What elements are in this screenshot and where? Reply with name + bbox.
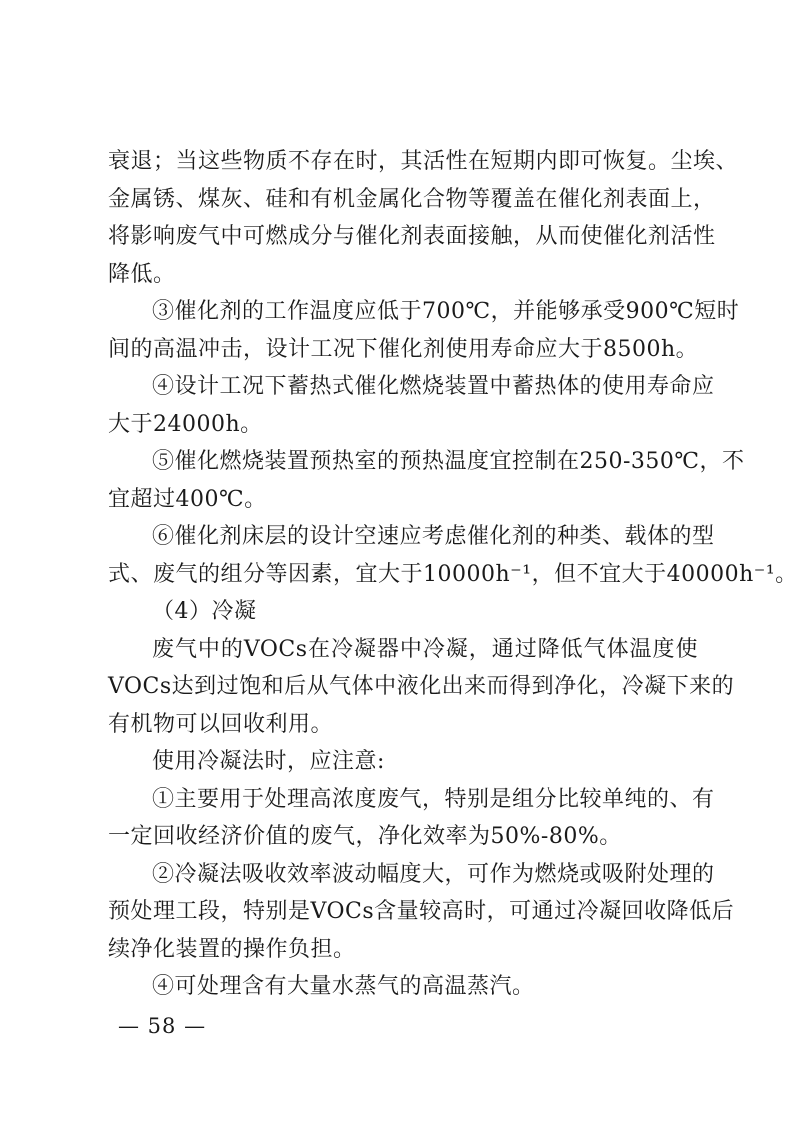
text-line: ④可处理含有大量水蒸气的高温蒸汽。 xyxy=(152,974,535,999)
text-line: 间的高温冲击，设计工况下催化剂使用寿命应大于8500h。 xyxy=(108,336,699,362)
body-text xyxy=(108,143,798,1006)
text-line: 有机物可以回收利用。 xyxy=(108,711,334,737)
text-line: ②冷凝法吸收效率波动幅度大，可作为燃烧或吸附处理的 xyxy=(152,861,715,887)
text-line: ⑥催化剂床层的设计空速应考虑催化剂的种类、载体的型 xyxy=(152,524,715,549)
text-line: 使用冷凝法时，应注意: xyxy=(152,749,385,774)
page-number: — 58 — xyxy=(118,1014,207,1038)
text-line: 降低。 xyxy=(108,261,176,287)
text-line: 金属锈、煤灰、硅和有机金属化合物等覆盖在催化剂表面上， xyxy=(108,186,716,212)
text-line: ③催化剂的工作温度应低于700℃，并能够承受900℃短时 xyxy=(152,299,740,324)
text-line: 一定回收经济价值的废气，净化效率为50%-80%。 xyxy=(108,824,622,849)
text-line: ⑤催化燃烧装置预热室的预热温度宜控制在250-350℃，不 xyxy=(152,449,745,474)
text-line: 衰退；当这些物质不存在时，其活性在短期内即可恢复。尘埃、 xyxy=(108,149,739,174)
text-line: 废气中的VOCs在冷凝器中冷凝，通过降低气体温度使 xyxy=(152,636,698,662)
text-line: 大于24000h。 xyxy=(108,411,263,437)
text-line: 式、废气的组分等因素，宜大于10000h⁻¹，但不宜大于40000h⁻¹。 xyxy=(108,561,798,587)
text-line: 宜超过400℃。 xyxy=(108,486,267,512)
text-line: VOCs达到过饱和后从气体中液化出来而得到净化，冷凝下来的 xyxy=(108,674,735,699)
text-line: 将影响废气中可燃成分与催化剂表面接触，从而使催化剂活性 xyxy=(108,224,716,249)
text-line: ①主要用于处理高浓度废气，特别是组分比较单纯的、有 xyxy=(152,786,715,812)
text-line: （4）冷凝 xyxy=(152,599,257,624)
text-line: ④设计工况下蓄热式催化燃烧装置中蓄热体的使用寿命应 xyxy=(152,374,715,399)
text-line: 预处理工段，特别是VOCs含量较高时，可通过冷凝回收降低后 xyxy=(108,899,735,924)
text-line: 续净化装置的操作负担。 xyxy=(108,936,356,962)
